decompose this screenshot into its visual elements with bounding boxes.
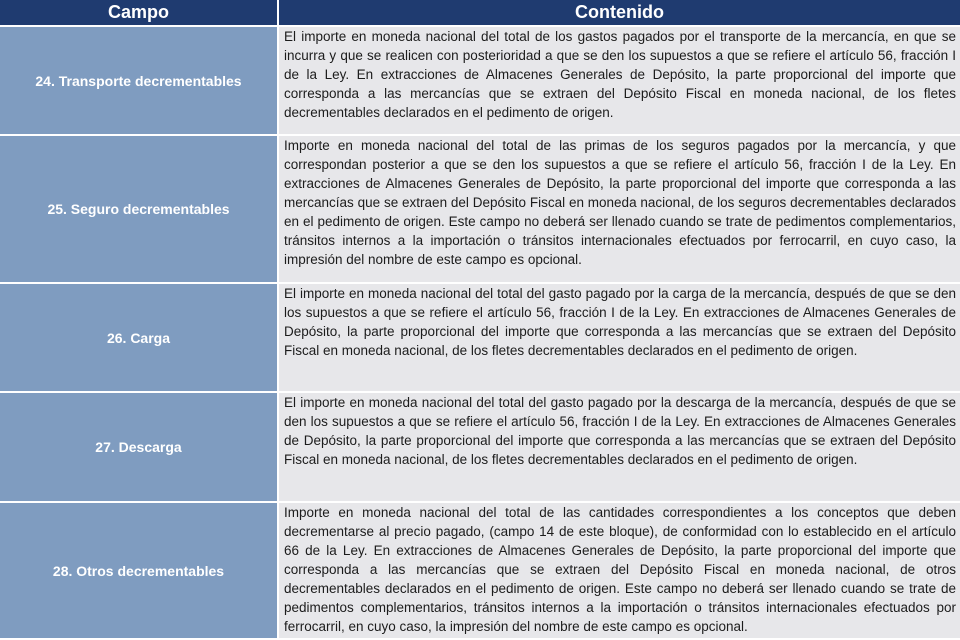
field-description-cell: Importe en moneda nacional del total de las primas de los seguros pagados por la mercancía, y que correspondan posterior a que se den los supuestos a que se refiere el artículo 56, fracción I de la Ley. En extracciones de Almacenes Generales de Depósito, la parte proporcional del importe que corresponda a las mercancías que se extraen del Depósito Fiscal en moneda nacional, de los seguros decrementables declarados en el pedimento de origen. Este campo no deberá ser llenado cuando se trate de pedimentos complementarios, tránsitos internos a la importación o tránsitos internacionales efectuados por ferrocarril, en cuyo caso, la impresión del nombre de este campo es opcional. [278,135,960,283]
table-body [0,26,960,639]
field-description-cell: El importe en moneda nacional del total del gasto pagado por la carga de la mercancía, después de que se den los supuestos a que se refiere el artículo 56, fracción I de la Ley. En extracciones de Almacenes Generales de Depósito, la parte proporcional del importe que corresponda a las mercancías que se extraen del Depósito Fiscal en moneda nacional, de los fletes decrementables declarados en el pedimento de origen. [278,283,960,392]
field-description-cell: El importe en moneda nacional del total del gasto pagado por la descarga de la mercancía, después de que se den los supuestos a que se refiere el artículo 56, fracción I de la Ley. En extracciones de Almacenes Generales de Depósito, la parte proporcional del importe que corresponda a las mercancías que se extraen del Depósito Fiscal en moneda nacional, de los fletes decrementables declarados en el pedimento de origen. [278,392,960,502]
field-name-cell: 25. Seguro decrementables [0,135,278,283]
field-description-cell: El importe en moneda nacional del total de los gastos pagados por el transporte de la mercancía, en que se incurra y que se realicen con posterioridad a que se den los supuestos a que se refiere el artículo 56, fracción I de la Ley. En extracciones de Almacenes Generales de Depósito, la parte proporcional del importe que corresponda a las mercancías que se extraen del Depósito Fiscal en moneda nacional, de los fletes decrementables declarados en el pedimento de origen. [278,26,960,135]
field-name-cell: 27. Descarga [0,392,278,502]
header-row [0,0,960,26]
header-contenido: Contenido [278,0,960,26]
field-description-cell: Importe en moneda nacional del total de las cantidades correspondientes a los conceptos que deben decrementarse al precio pagado, (campo 14 de este bloque), de conformidad con lo establecido en el artículo 66 de la Ley. En extracciones de Almacenes Generales de Depósito, la parte proporcional del importe que corresponda a las mercancías que se extraen del Depósito Fiscal en moneda nacional, de otros decrementables declarados en el pedimento de origen. Este campo no deberá ser llenado cuando se trate de pedimentos complementarios, tránsitos internos a la importación o tránsitos internacionales efectuados por ferrocarril, en cuyo caso, la impresión del nombre de este campo es opcional. [278,502,960,639]
table-row [0,502,960,639]
table-row [0,283,960,392]
table-row [0,135,960,283]
field-name-cell: 24. Transporte decrementables [0,26,278,135]
table-row [0,392,960,502]
header-campo: Campo [0,0,278,26]
field-name-cell: 26. Carga [0,283,278,392]
field-name-cell: 28. Otros decrementables [0,502,278,639]
table-row [0,26,960,135]
table-header [0,0,960,26]
